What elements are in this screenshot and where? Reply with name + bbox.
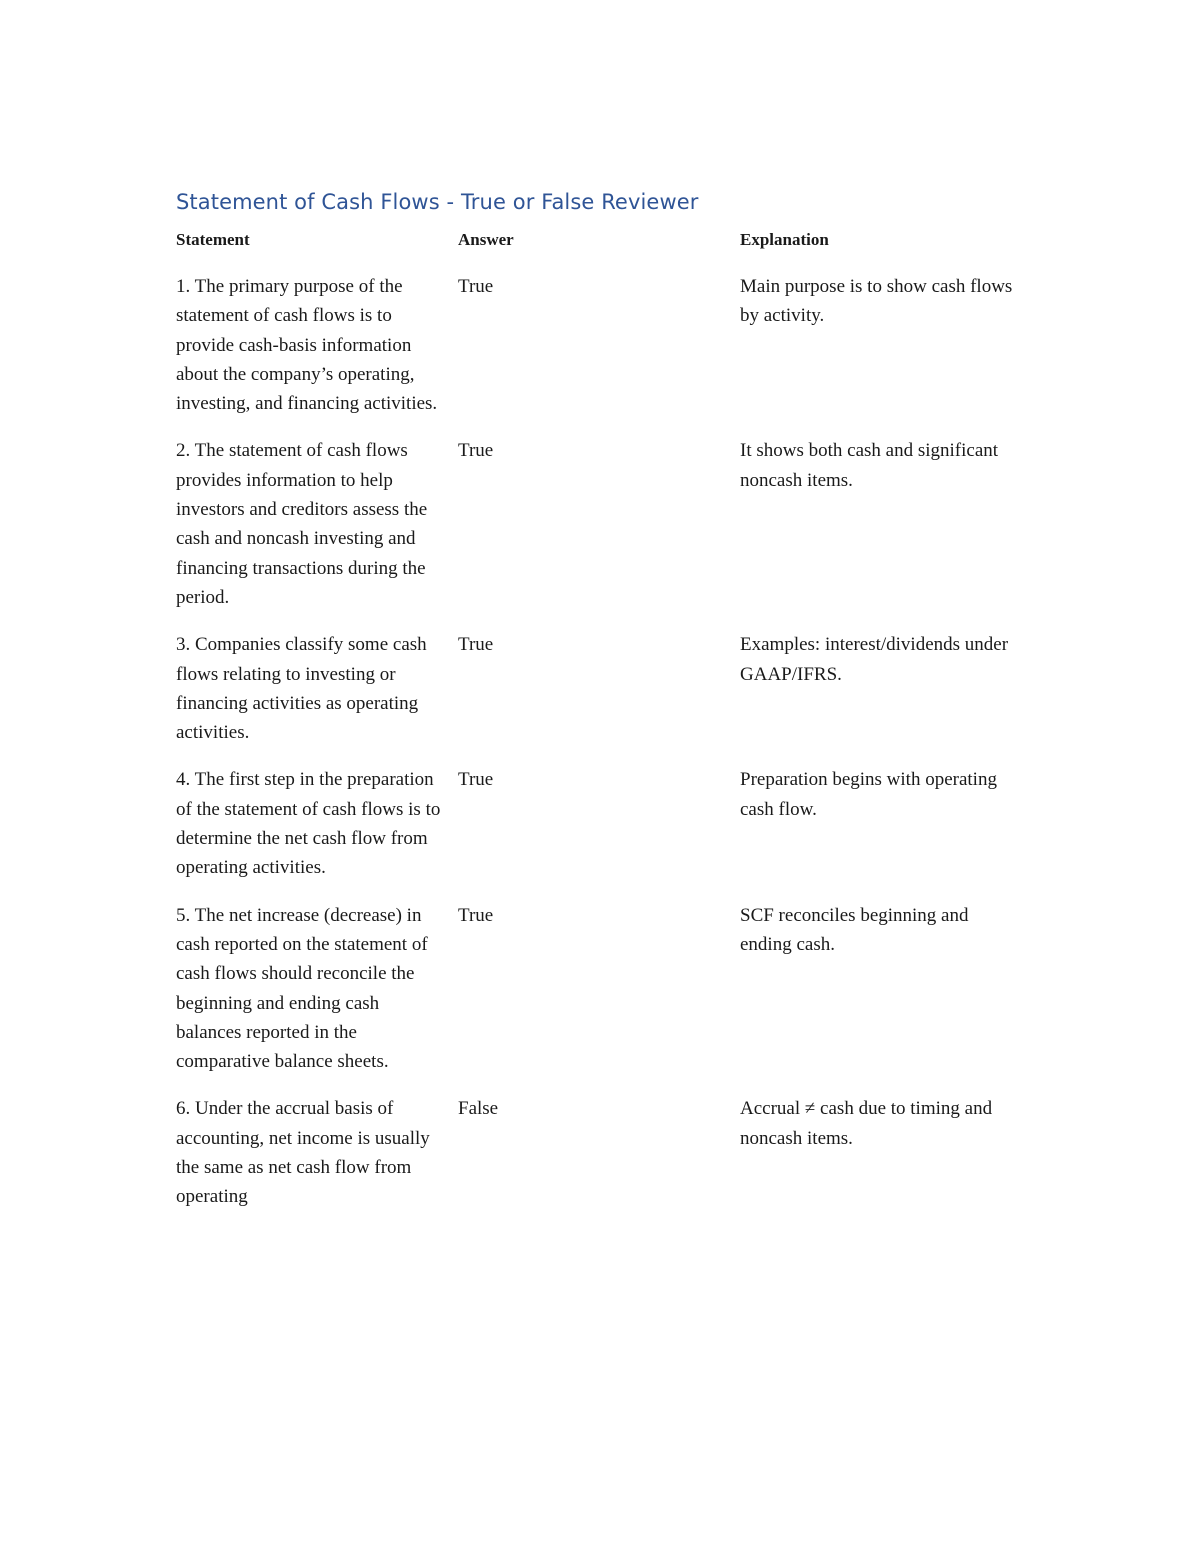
table-row [176,630,1036,765]
answer-cell: False [458,1098,499,1120]
table-row [176,901,1036,1095]
explanation-cell: Accrual ≠ cash due to timing and noncash items. [740,1098,993,1149]
statement-cell: 4. The first step in the preparation of the statement of cash flows is to determine the net cash flow from operating activities. [176,769,441,879]
explanation-cell: Examples: interest/dividends under GAAP/IFRS. [740,634,1009,685]
explanation-cell: Main purpose is to show cash flows by activity. [740,276,1013,327]
statement-cell: 3. Companies classify some cash flows relating to investing or financing activities as operating activities. [176,634,427,744]
answer-cell: True [458,769,494,791]
column-header-statement: Statement [176,230,250,249]
true-false-table [176,225,1036,1230]
table-row [176,765,1036,900]
statement-cell: 1. The primary purpose of the statement of cash flows is to provide cash-basis information about the company’s operating, investing, and financing activities. [176,276,438,415]
answer-cell: True [458,634,494,656]
answer-cell: True [458,440,494,462]
statement-cell: 2. The statement of cash flows provides information to help investors and creditors assess the cash and noncash investing and financing transactions during the period. [176,440,428,608]
statement-cell: 5. The net increase (decrease) in cash reported on the statement of cash flows should reconcile the beginning and ending cash balances reported in the comparative balance sheets. [176,904,428,1073]
explanation-cell: It shows both cash and significant noncash items. [740,440,999,491]
table-row [176,272,1036,436]
explanation-cell: Preparation begins with operating cash flow. [740,769,997,820]
explanation-cell: SCF reconciles beginning and ending cash. [740,904,969,955]
answer-cell: True [458,904,494,926]
table-header-row [176,225,1036,272]
column-header-answer: Answer [458,230,514,249]
document-title: Statement of Cash Flows - True or False Reviewer [176,190,699,214]
table-row [176,1094,1036,1229]
answer-cell: True [458,276,494,297]
column-header-explanation: Explanation [740,230,829,249]
table-row [176,436,1036,630]
statement-cell: 6. Under the accrual basis of accounting, net income is usually the same as net cash flow from operating [176,1098,430,1208]
